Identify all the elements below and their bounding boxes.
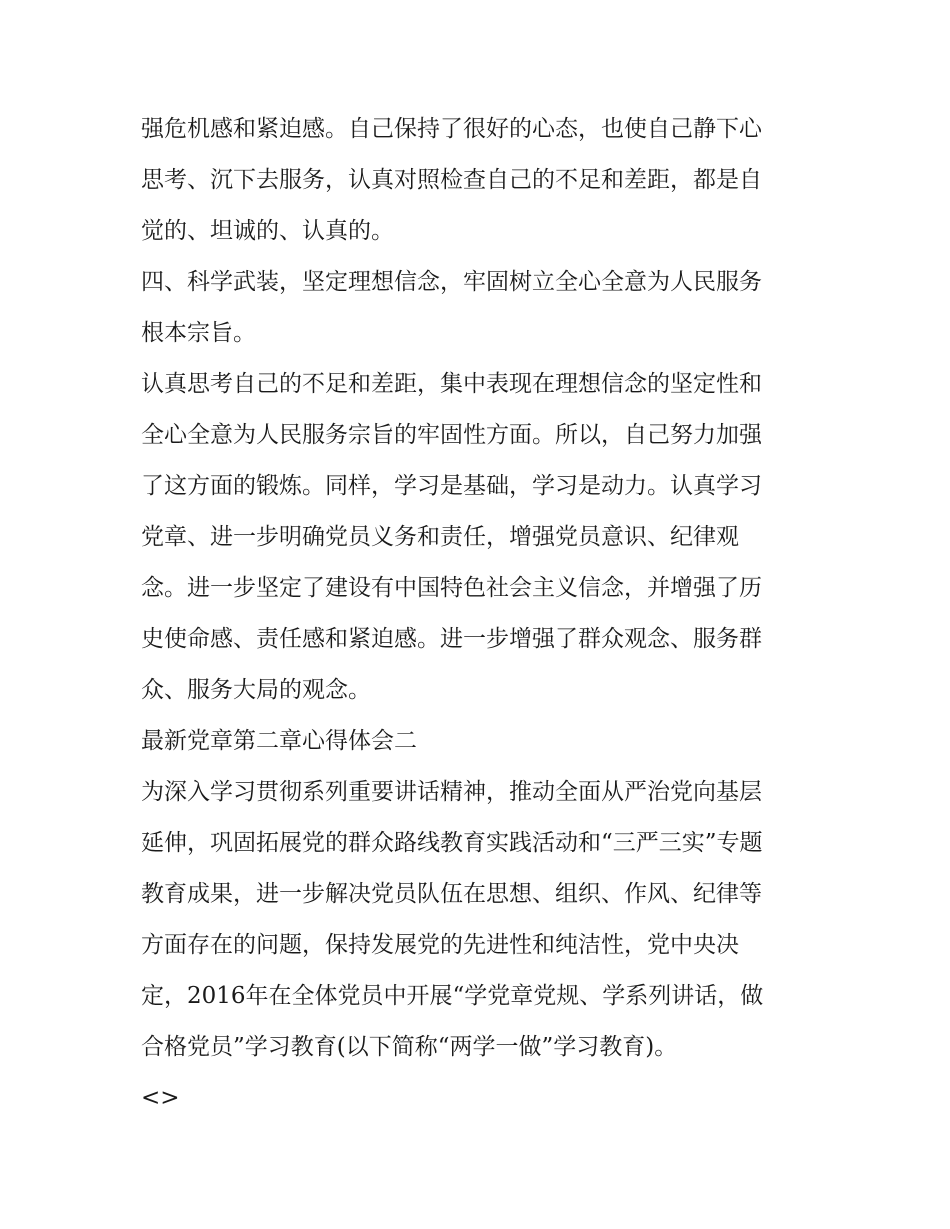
section-heading-continued: 根本宗旨。 (141, 320, 256, 346)
document-body (141, 104, 821, 1124)
text-line: 念。进一步坚定了建设有中国特色社会主义信念，并增强了历 (141, 575, 762, 601)
section-heading: 四、科学武装，坚定理想信念，牢固树立全心全意为人民服务 (141, 269, 762, 295)
text-line: 了这方面的锻炼。同样，学习是基础，学习是动力。认真学习 (141, 473, 762, 499)
text-line: 众、服务大局的观念。 (141, 677, 371, 703)
text-line: 合格党员”学习教育(以下简称“两学一做”学习教育)。 (141, 1034, 678, 1060)
text-line: 史使命感、责任感和紧迫感。进一步增强了群众观念、服务群 (141, 626, 762, 652)
text-line: 全心全意为人民服务宗旨的牢固性方面。所以，自己努力加强 (141, 422, 762, 448)
text-line: 党章、进一步明确党员义务和责任，增强党员意识、纪律观 (141, 524, 739, 550)
text-line: 教育成果，进一步解决党员队伍在思想、组织、作风、纪律等 (141, 881, 762, 907)
article-title: 最新党章第二章心得体会二 (141, 728, 417, 754)
text-line: 方面存在的问题，保持发展党的先进性和纯洁性，党中央决 (141, 932, 739, 958)
text-line: 觉的、坦诚的、认真的。 (141, 218, 394, 244)
text-line: 思考、沉下去服务，认真对照检查自己的不足和差距，都是自 (141, 167, 762, 193)
text-line: 延伸，巩固拓展党的群众路线教育实践活动和“三严三实”专题 (141, 830, 763, 856)
text-line: 定，2016年在全体党员中开展“学党章党规、学系列讲话，做 (141, 983, 764, 1009)
text-line: 认真思考自己的不足和差距，集中表现在理想信念的坚定性和 (141, 371, 762, 397)
text-line: 强危机感和紧迫感。自己保持了很好的心态，也使自己静下心 (141, 116, 762, 142)
text-line: 为深入学习贯彻系列重要讲话精神，推动全面从严治党向基层 (141, 779, 762, 805)
placeholder-marker: <> (141, 1085, 180, 1111)
